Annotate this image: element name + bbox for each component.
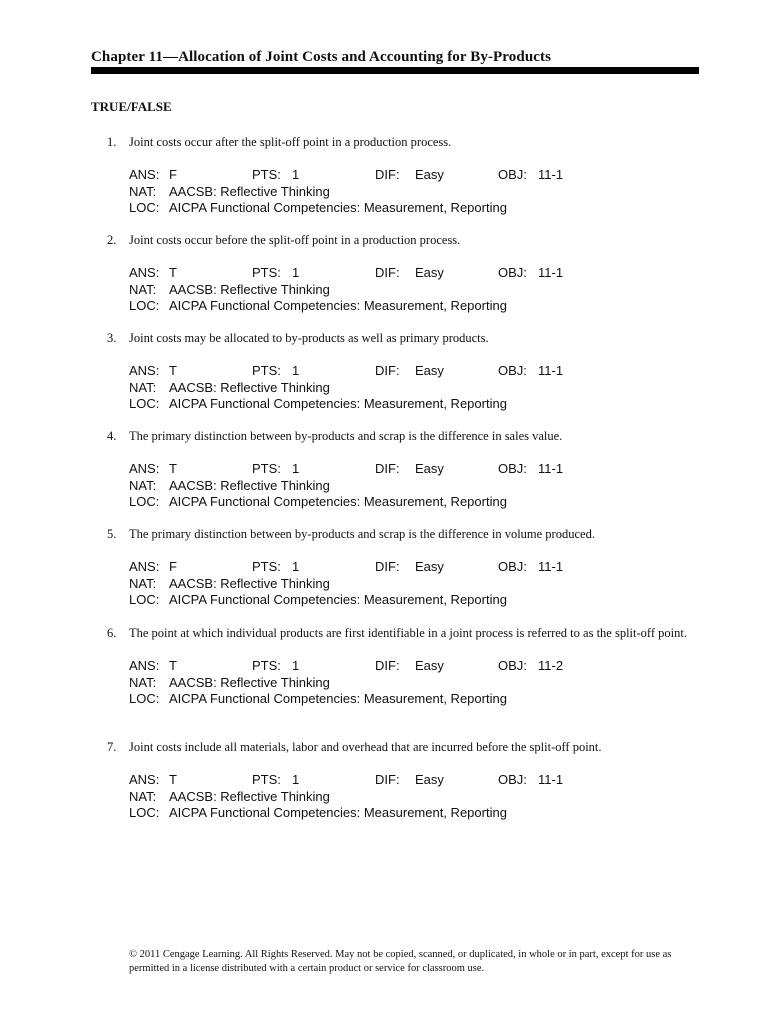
loc-label: LOC: xyxy=(129,691,160,706)
dif-value: Easy xyxy=(415,363,444,378)
pts-value: 1 xyxy=(292,167,300,182)
question-6 xyxy=(107,625,707,708)
nat-value: AACSB: Reflective Thinking xyxy=(169,674,330,690)
dif-value: Easy xyxy=(415,167,444,182)
pts-value: 1 xyxy=(292,658,300,673)
header-rule xyxy=(91,67,699,74)
obj-label: OBJ: xyxy=(498,461,527,476)
pts-label: PTS: xyxy=(252,658,281,673)
loc-value: AICPA Functional Competencies: Measurement, Reporting xyxy=(169,494,507,509)
obj-value: 11-1 xyxy=(538,167,564,182)
dif-label: DIF: xyxy=(375,658,400,673)
nat-label: NAT: xyxy=(129,575,157,591)
dif-label: DIF: xyxy=(375,363,400,378)
pts-label: PTS: xyxy=(252,559,281,574)
nat-label: NAT: xyxy=(129,281,157,297)
obj-label: OBJ: xyxy=(498,772,527,787)
question-text: Joint costs include all materials, labor and overhead that are incurred before the split-off point. xyxy=(129,740,602,754)
loc-label: LOC: xyxy=(129,200,160,215)
ans-label: ANS: xyxy=(129,265,160,280)
obj-label: OBJ: xyxy=(498,658,527,673)
question-number: 1. xyxy=(107,135,117,149)
loc-value: AICPA Functional Competencies: Measurement, Reporting xyxy=(169,691,507,706)
answer-metadata xyxy=(129,559,707,609)
question-text: The primary distinction between by-products and scrap is the difference in sales value. xyxy=(129,429,563,443)
nat-label: NAT: xyxy=(129,477,157,493)
loc-label: LOC: xyxy=(129,592,160,607)
nat-value: AACSB: Reflective Thinking xyxy=(169,183,330,199)
answer-metadata xyxy=(129,658,707,708)
nat-value: AACSB: Reflective Thinking xyxy=(169,281,330,297)
question-7 xyxy=(107,739,707,822)
question-text: The primary distinction between by-products and scrap is the difference in volume produced. xyxy=(129,527,595,541)
obj-value: 11-2 xyxy=(538,658,564,673)
pts-value: 1 xyxy=(292,772,300,787)
obj-label: OBJ: xyxy=(498,559,527,574)
nat-label: NAT: xyxy=(129,183,157,199)
obj-value: 11-1 xyxy=(538,559,564,574)
ans-value: T xyxy=(169,658,177,673)
dif-value: Easy xyxy=(415,772,444,787)
answer-metadata xyxy=(129,772,707,822)
dif-value: Easy xyxy=(415,265,444,280)
answer-metadata xyxy=(129,265,707,315)
ans-value: T xyxy=(169,363,177,378)
ans-value: T xyxy=(169,772,177,787)
page-header xyxy=(91,47,699,67)
answer-metadata xyxy=(129,363,707,413)
obj-label: OBJ: xyxy=(498,265,527,280)
pts-value: 1 xyxy=(292,559,300,574)
ans-value: T xyxy=(169,461,177,476)
obj-value: 11-1 xyxy=(538,461,564,476)
loc-value: AICPA Functional Competencies: Measurement, Reporting xyxy=(169,200,507,215)
pts-value: 1 xyxy=(292,461,300,476)
question-3 xyxy=(107,330,707,413)
loc-label: LOC: xyxy=(129,805,160,820)
ans-label: ANS: xyxy=(129,658,160,673)
dif-value: Easy xyxy=(415,461,444,476)
question-text: The point at which individual products are first identifiable in a joint process is referred to as the split-off point. xyxy=(129,626,687,640)
ans-label: ANS: xyxy=(129,363,160,378)
nat-label: NAT: xyxy=(129,788,157,804)
pts-label: PTS: xyxy=(252,167,281,182)
section-title: TRUE/FALSE xyxy=(91,99,172,114)
question-text: Joint costs occur before the split-off point in a production process. xyxy=(129,233,461,247)
ans-label: ANS: xyxy=(129,167,160,182)
dif-label: DIF: xyxy=(375,167,400,182)
obj-label: OBJ: xyxy=(498,167,527,182)
question-number: 6. xyxy=(107,626,117,640)
dif-label: DIF: xyxy=(375,461,400,476)
pts-label: PTS: xyxy=(252,461,281,476)
loc-label: LOC: xyxy=(129,396,160,411)
copyright-footer: © 2011 Cengage Learning. All Rights Reserved. May not be copied, scanned, or duplicated, in whole or in part, except for use as permitted in a license distributed with a certain product or service for classroom use. xyxy=(129,949,672,974)
question-1 xyxy=(107,134,707,217)
question-text: Joint costs may be allocated to by-products as well as primary products. xyxy=(129,331,489,345)
chapter-title: Chapter 11—Allocation of Joint Costs and Accounting for By-Products xyxy=(91,49,552,65)
nat-value: AACSB: Reflective Thinking xyxy=(169,788,330,804)
question-number: 2. xyxy=(107,233,117,247)
question-number: 4. xyxy=(107,429,117,443)
ans-label: ANS: xyxy=(129,559,160,574)
ans-label: ANS: xyxy=(129,461,160,476)
answer-metadata xyxy=(129,461,707,511)
pts-value: 1 xyxy=(292,363,300,378)
pts-label: PTS: xyxy=(252,772,281,787)
dif-label: DIF: xyxy=(375,772,400,787)
answer-metadata xyxy=(129,167,707,217)
dif-value: Easy xyxy=(415,559,444,574)
nat-label: NAT: xyxy=(129,674,157,690)
ans-value: F xyxy=(169,559,177,574)
nat-label: NAT: xyxy=(129,379,157,395)
pts-value: 1 xyxy=(292,265,300,280)
pts-label: PTS: xyxy=(252,363,281,378)
ans-value: T xyxy=(169,265,177,280)
question-2 xyxy=(107,232,707,315)
loc-value: AICPA Functional Competencies: Measurement, Reporting xyxy=(169,805,507,820)
dif-value: Easy xyxy=(415,658,444,673)
dif-label: DIF: xyxy=(375,559,400,574)
question-4 xyxy=(107,428,707,511)
ans-value: F xyxy=(169,167,177,182)
nat-value: AACSB: Reflective Thinking xyxy=(169,575,330,591)
question-number: 5. xyxy=(107,527,117,541)
obj-label: OBJ: xyxy=(498,363,527,378)
loc-value: AICPA Functional Competencies: Measurement, Reporting xyxy=(169,592,507,607)
question-5 xyxy=(107,526,707,609)
question-number: 3. xyxy=(107,331,117,345)
ans-label: ANS: xyxy=(129,772,160,787)
pts-label: PTS: xyxy=(252,265,281,280)
loc-label: LOC: xyxy=(129,494,160,509)
dif-label: DIF: xyxy=(375,265,400,280)
question-number: 7. xyxy=(107,740,117,754)
obj-value: 11-1 xyxy=(538,363,564,378)
loc-value: AICPA Functional Competencies: Measurement, Reporting xyxy=(169,298,507,313)
question-text: Joint costs occur after the split-off point in a production process. xyxy=(129,135,452,149)
obj-value: 11-1 xyxy=(538,772,564,787)
loc-value: AICPA Functional Competencies: Measurement, Reporting xyxy=(169,396,507,411)
nat-value: AACSB: Reflective Thinking xyxy=(169,379,330,395)
nat-value: AACSB: Reflective Thinking xyxy=(169,477,330,493)
obj-value: 11-1 xyxy=(538,265,564,280)
loc-label: LOC: xyxy=(129,298,160,313)
